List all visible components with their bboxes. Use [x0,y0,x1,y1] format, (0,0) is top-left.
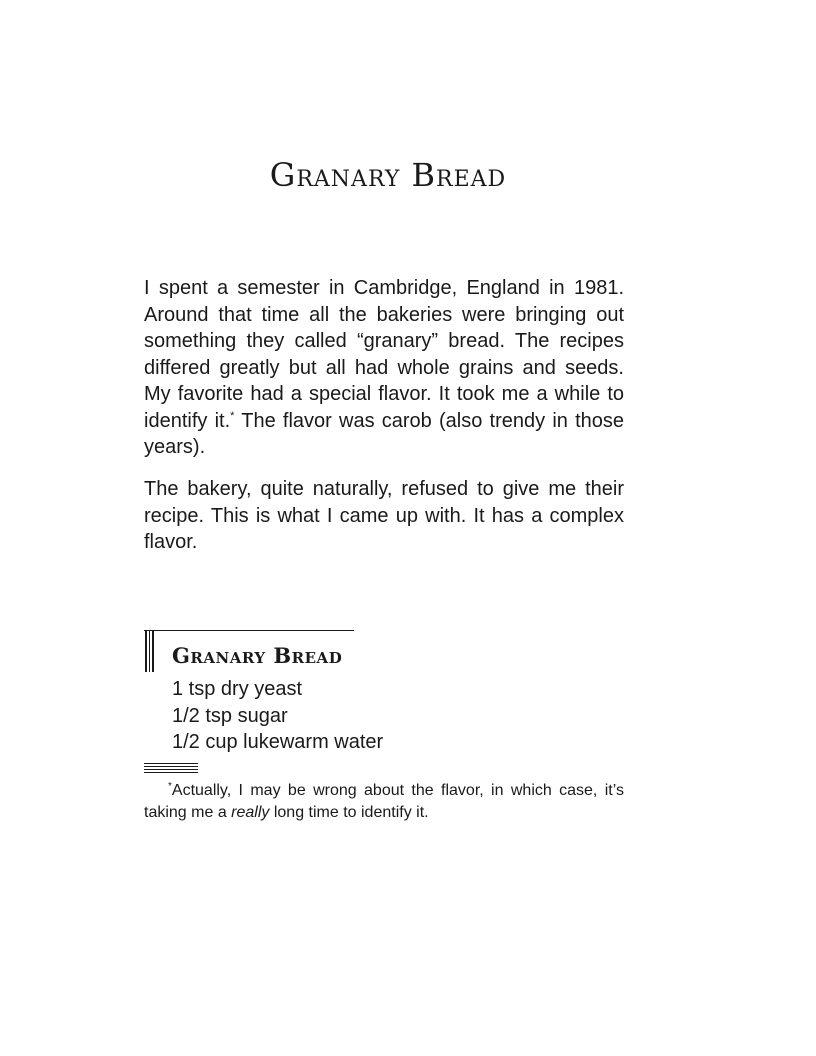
footnote-reference[interactable]: * [230,409,235,422]
ingredient-item: 1 tsp dry yeast [172,678,303,700]
ingredient-item: 1/2 cup lukewarm water [172,731,384,753]
ingredient-item: 1/2 tsp sugar [172,704,288,727]
recipe-left-rule [149,630,151,672]
footnote-text-a: Actually, I may be wrong about the flavor, in which case, it’s taking me a [144,782,624,821]
recipe-title: Granary Bread [172,643,343,668]
recipe-top-rule [144,630,354,631]
recipe-box [144,630,404,762]
footnote-marker: * [168,781,172,792]
recipe-left-rule [152,630,154,672]
footnote [144,780,624,823]
recipe-bottom-rule [144,769,198,770]
footnote-emphasis: really [231,803,270,821]
intro-paragraph-1 [144,275,624,461]
footnote-text-b: long time to identify it. [269,803,429,821]
recipe-bottom-rule [144,772,198,773]
recipe-bottom-rule [144,763,198,764]
ingredient-list [172,676,383,756]
intro-paragraph-2: The bakery, quite naturally, refused to give me their recipe. This is what I came up with. It has a complex flavor. [144,478,624,553]
recipe-bottom-rule [144,766,198,767]
recipe-left-rule [145,630,147,672]
page-title: Granary Bread [269,156,507,194]
intro-text-b: The flavor was carob (also trendy in those years). [144,409,625,458]
intro-text-a: I spent a semester in Cambridge, England in 1981. Around that time all the bakeries were bringing out something they called “granary” bread. The recipes differed greatly but all had whole grains and seeds. My favorite had a special flavor. It took me a while to identify it. [144,277,624,432]
